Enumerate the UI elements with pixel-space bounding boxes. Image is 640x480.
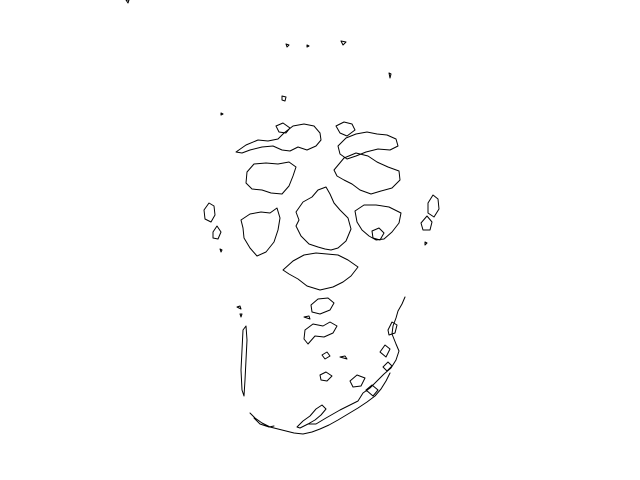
central-lobe-contour (283, 253, 358, 290)
contour-group (126, 0, 439, 434)
left-side-ring-contour (204, 203, 222, 252)
top-speck-contour (126, 0, 391, 78)
right-lower-lobe-contour (355, 205, 401, 240)
small-blob-top-contour (276, 122, 355, 136)
upper-left-lobe-contour (236, 124, 321, 153)
central-lobe-contour (296, 187, 351, 250)
lower-curve-contour (250, 373, 390, 434)
lower-fragment-cluster-contour (304, 298, 347, 381)
left-lower-lobe-contour (241, 208, 280, 256)
right-mid-lobe-contour (334, 153, 400, 194)
lower-left-strip-contour (237, 306, 247, 396)
upper-dot-contour (221, 96, 286, 115)
right-side-ring-contour (421, 195, 439, 245)
left-mid-lobe-contour (246, 162, 296, 194)
